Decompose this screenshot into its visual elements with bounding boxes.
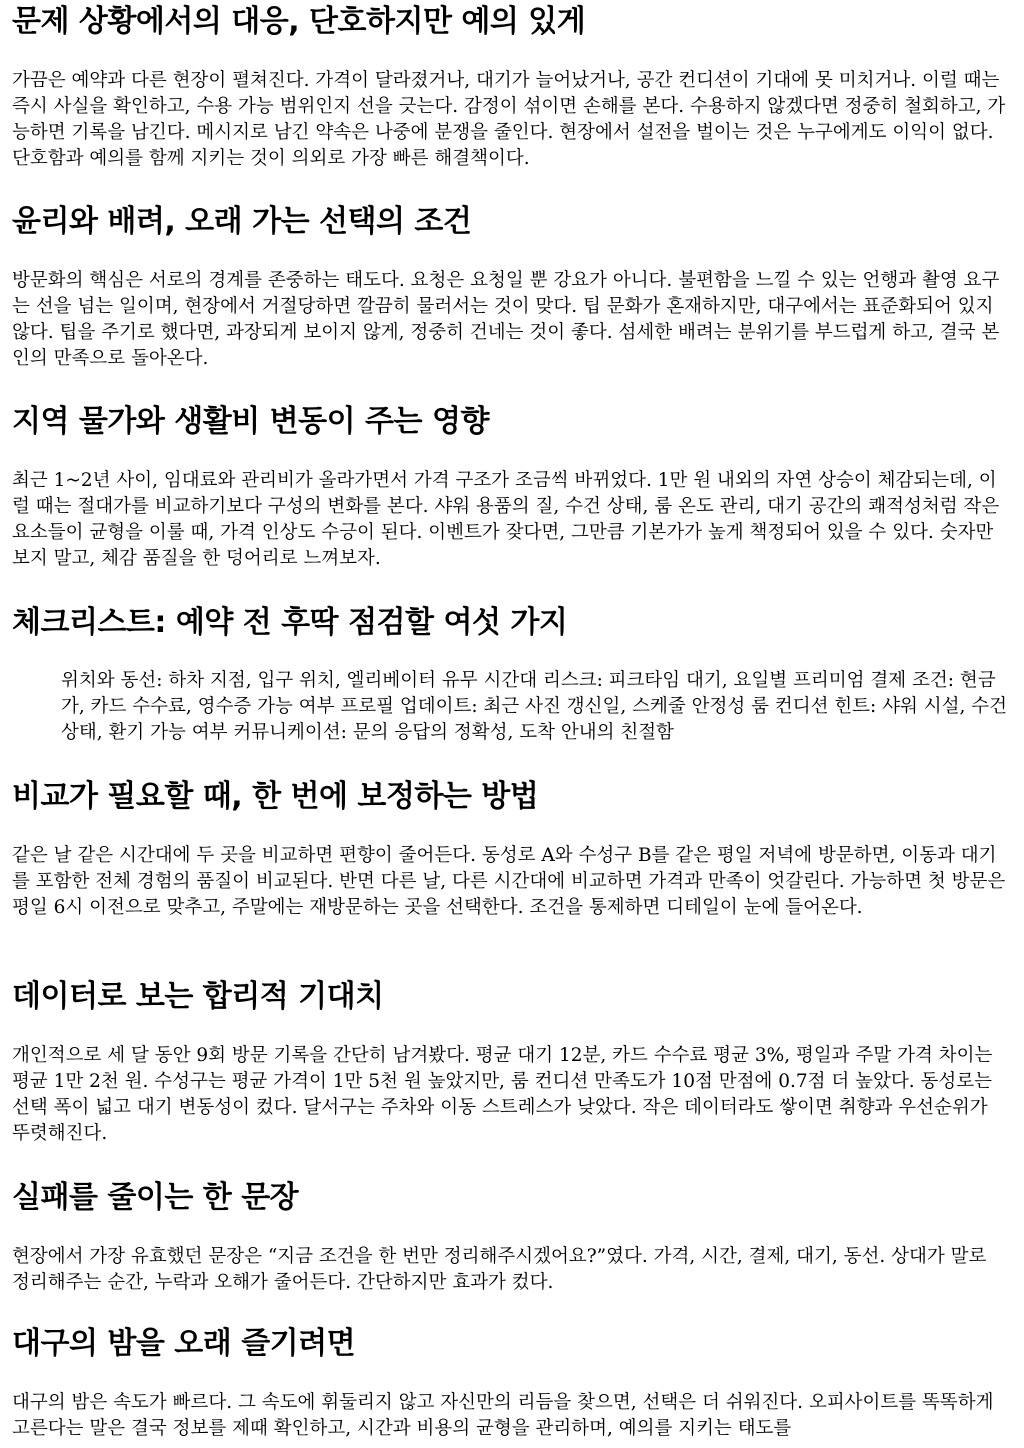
section-heading: 데이터로 보는 합리적 기대치 xyxy=(12,979,384,1014)
section-prices xyxy=(12,402,1010,572)
section-heading: 대구의 밤을 오래 즐기려면 xyxy=(12,1326,356,1361)
section-heading: 실패를 줄이는 한 문장 xyxy=(12,1180,299,1215)
section-problem-response xyxy=(12,2,1010,172)
section-paragraph: 현장에서 가장 유효했던 문장은 “지금 조건을 한 번만 정리해주시겠어요?”였다. 가격, 시간, 결제, 대기, 동선. 상대가 말로 정리해주는 순간, 누락과 오해가 줄어든다. 간단하지만 효과가 컸다. xyxy=(12,1246,987,1293)
section-heading: 비교가 필요할 때, 한 번에 보정하는 방법 xyxy=(12,779,539,814)
section-paragraph: 대구의 밤은 속도가 빠르다. 그 속도에 휘둘리지 않고 자신만의 리듬을 찾으면, 선택은 더 쉬워진다. 오피사이트를 똑똑하게 고른다는 말은 결국 정보를 제때 확인하고, 시간과 비용의 균형을 관리하며, 예의를 지키는 태도를 xyxy=(12,1392,994,1439)
section-heading: 윤리와 배려, 오래 가는 선택의 조건 xyxy=(12,204,472,239)
section-heading: 문제 상황에서의 대응, 단호하지만 예의 있게 xyxy=(12,4,586,39)
section-paragraph: 최근 1~2년 사이, 임대료와 관리비가 올라가면서 가격 구조가 조금씩 바뀌었다. 1만 원 내외의 자연 상승이 체감되는데, 이럴 때는 절대가를 비교하기보다 구성의 변화를 본다. 샤워 용품의 질, 수건 상태, 룸 온도 관리, 대기 공간의 쾌적성처럼 작은 요소들이 균형을 이룰 때, 가격 인상도 수긍이 된다. 이벤트가 잦다면, 그만큼 기본가가 높게 책정되어 있을 수 있다. 숫자만 보지 말고, 체감 품질을 한 덩어리로 느껴보자. xyxy=(12,470,1000,569)
section-daegu-night xyxy=(12,1324,1010,1442)
checklist-text: 위치와 동선: 하차 지점, 입구 위치, 엘리베이터 유무 시간대 리스크: 피크타임 대기, 요일별 프리미엄 결제 조건: 현금가, 카드 수수료, 영수증 가능 여부 프로필 업데이트: 최근 사진 갱신일, 스케줄 안정성 룸 컨디션 힌트: 샤워 시설, 수건 상태, 환기 가능 여부 커뮤니케이션: 문의 응답의 정확성, 도착 안내의 친절함 xyxy=(61,670,1008,743)
section-paragraph: 같은 날 같은 시간대에 두 곳을 비교하면 편향이 줄어든다. 동성로 A와 수성구 B를 같은 평일 저녁에 방문하면, 이동과 대기를 포함한 전체 경험의 품질이 비교된다. 반면 다른 날, 다른 시간대에 비교하면 가격과 만족이 엇갈린다. 가능하면 첫 방문은 평일 6시 이전으로 맞추고, 주말에는 재방문하는 곳을 선택한다. 조건을 통제하면 디테일이 눈에 들어온다. xyxy=(12,845,1006,918)
section-heading: 체크리스트: 예약 전 후딱 점검할 여섯 가지 xyxy=(12,605,568,640)
section-paragraph: 개인적으로 세 달 동안 9회 방문 기록을 간단히 남겨봤다. 평균 대기 12분, 카드 수수료 평균 3%, 평일과 주말 가격 차이는 평균 1만 2천 원. 수성구는 평균 가격이 1만 5천 원 높았지만, 룸 컨디션 만족도가 10점 만점에 0.7점 더 높았다. 동성로는 선택 폭이 넓고 대기 변동성이 컸다. 달서구는 주차와 이동 스트레스가 낮았다. 작은 데이터라도 쌓이면 취향과 우선순위가 뚜렷해진다. xyxy=(12,1045,993,1144)
section-heading: 지역 물가와 생활비 변동이 주는 영향 xyxy=(12,404,489,439)
section-paragraph: 가끔은 예약과 다른 현장이 펼쳐진다. 가격이 달라졌거나, 대기가 늘어났거나, 공간 컨디션이 기대에 못 미치거나. 이럴 때는 즉시 사실을 확인하고, 수용 가능 범위인지 선을 긋는다. 감정이 섞이면 손해를 본다. 수용하지 않겠다면 정중히 철회하고, 가능하면 기록을 남긴다. 메시지로 남긴 약속은 나중에 분쟁을 줄인다. 현장에서 설전을 벌이는 것은 누구에게도 이익이 없다. 단호함과 예의를 함께 지키는 것이 의외로 가장 빠른 해결책이다. xyxy=(12,70,1006,169)
section-data xyxy=(12,977,1010,1147)
section-ethics xyxy=(12,202,1010,372)
section-comparison xyxy=(12,777,1010,921)
section-paragraph: 방문화의 핵심은 서로의 경계를 존중하는 태도다. 요청은 요청일 뿐 강요가 아니다. 불편함을 느낄 수 있는 언행과 촬영 요구는 선을 넘는 일이며, 현장에서 거절당하면 깔끔히 물러서는 것이 맞다. 팁 문화가 혼재하지만, 대구에서는 표준화되어 있지 않다. 팁을 주기로 했다면, 과장되게 보이지 않게, 정중히 건네는 것이 좋다. 섬세한 배려는 분위기를 부드럽게 하고, 결국 본인의 만족으로 돌아온다. xyxy=(12,270,1000,369)
section-checklist xyxy=(12,603,1010,746)
section-one-sentence xyxy=(12,1178,1010,1296)
